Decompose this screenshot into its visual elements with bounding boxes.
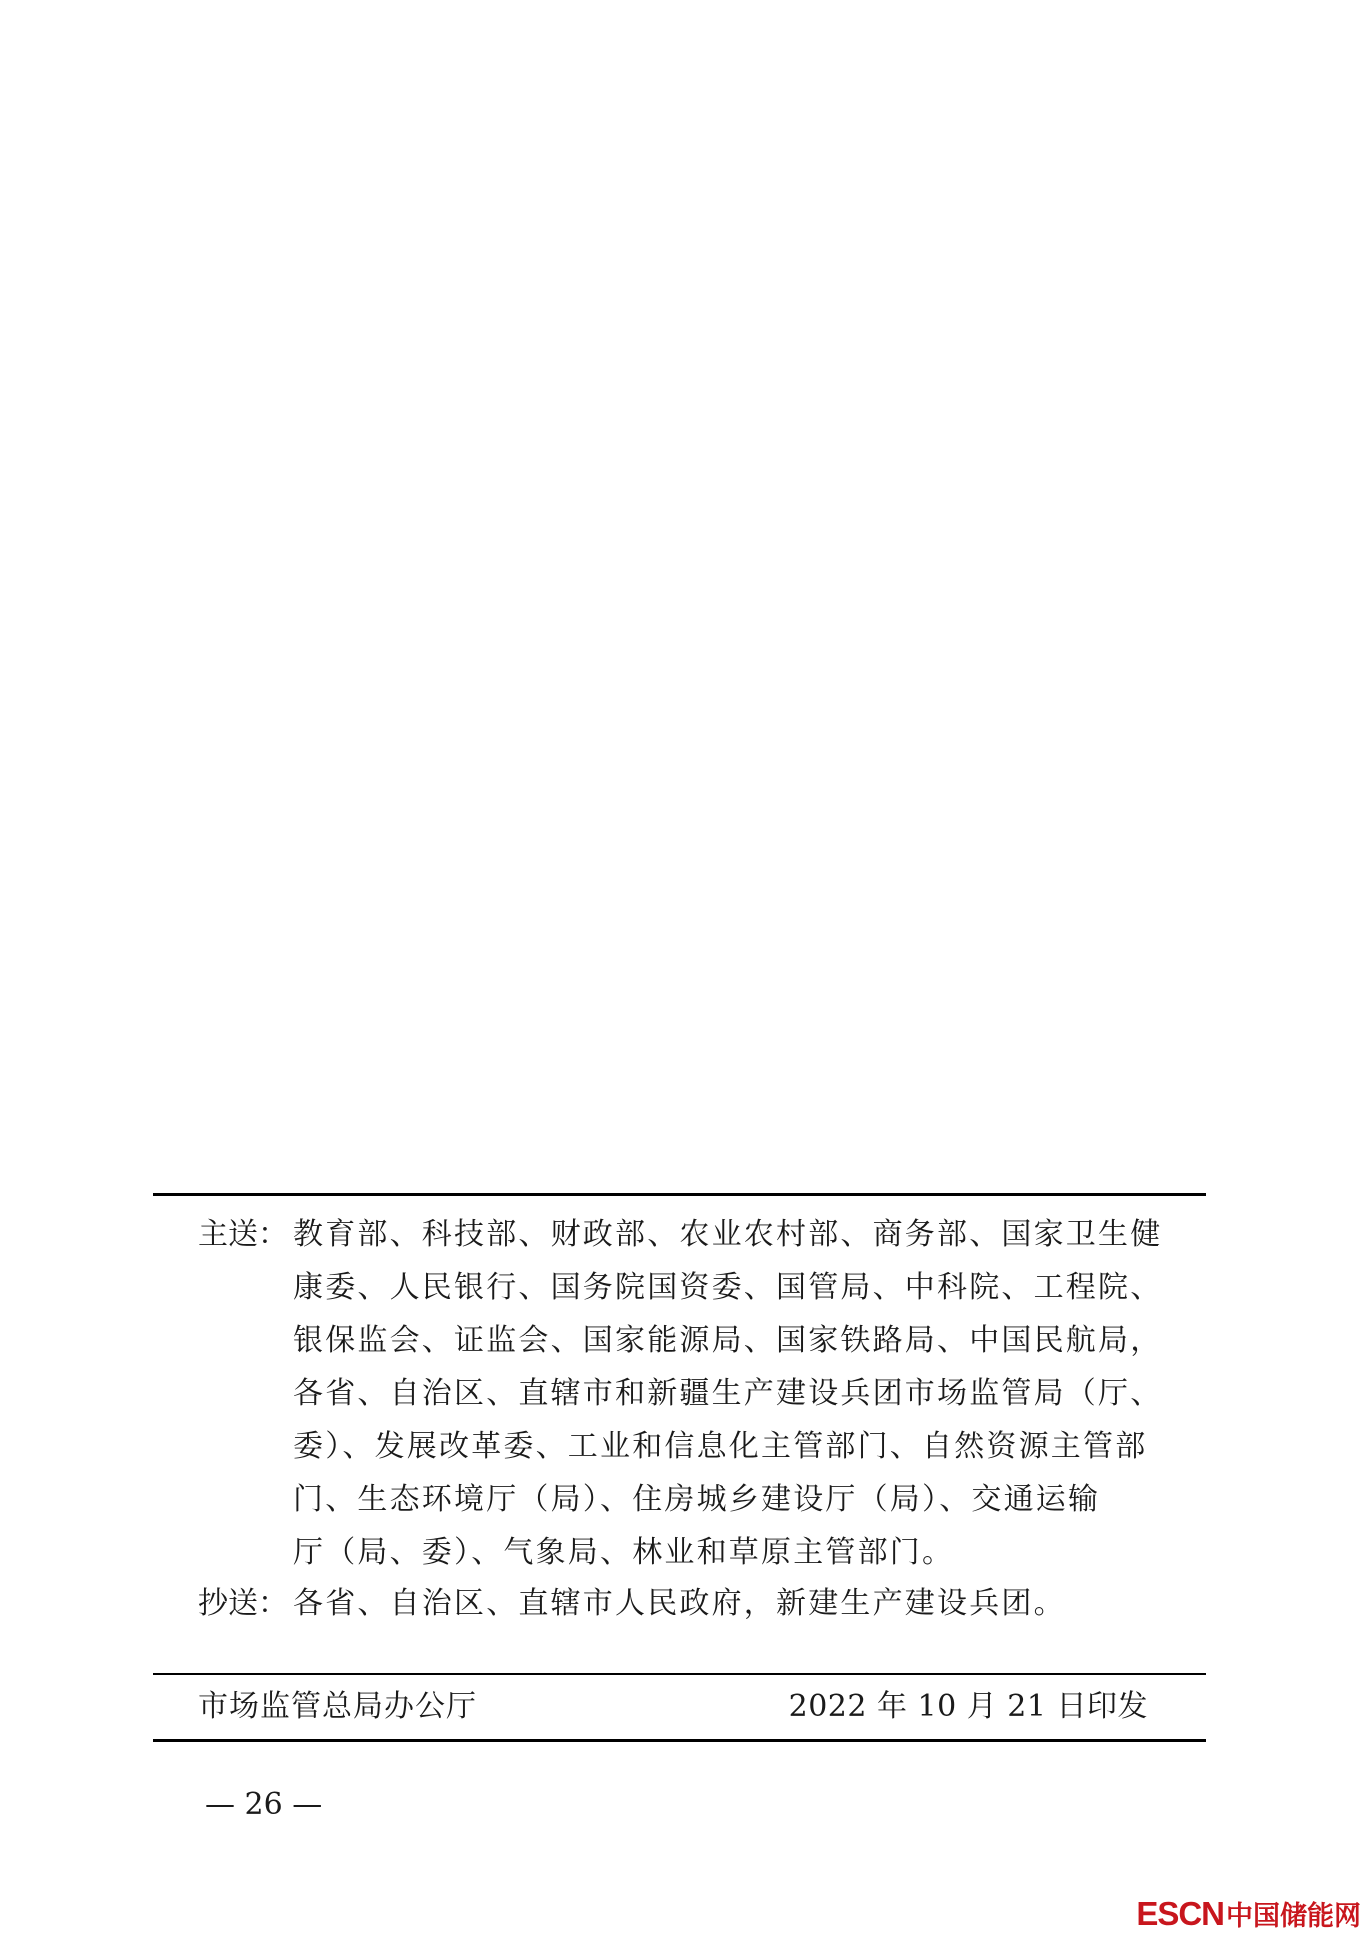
watermark-chinese: 中国储能网 xyxy=(1226,1901,1361,1931)
cc-label: 抄送： xyxy=(198,1586,288,1621)
issuer-name: 市场监管总局办公厅 xyxy=(198,1689,477,1724)
issuer-row xyxy=(198,1682,1148,1732)
main-recipients-line: 银保监会、证监会、国家能源局、国家铁路局、中国民航局， xyxy=(293,1323,1163,1358)
main-recipients-list xyxy=(293,1208,1198,1579)
top-divider xyxy=(153,1193,1206,1196)
watermark-latin: ESCN xyxy=(1136,1895,1224,1932)
page-number: — 26 — xyxy=(205,1787,323,1822)
main-recipients-line: 各省、自治区、直辖市和新疆生产建设兵团市场监管局（厅、 xyxy=(293,1376,1163,1411)
middle-divider xyxy=(153,1673,1206,1675)
main-recipients-line: 门、生态环境厅（局）、住房城乡建设厅（局）、交通运输 xyxy=(293,1482,1101,1517)
issue-date: 2022 年 10 月 21 日印发 xyxy=(788,1689,1148,1724)
main-recipients-line: 康委、人民银行、国务院国资委、国管局、中科院、工程院、 xyxy=(293,1270,1163,1305)
cc-text: 各省、自治区、直辖市人民政府，新建生产建设兵团。 xyxy=(293,1586,1066,1621)
watermark-logo xyxy=(1136,1894,1361,1933)
main-recipients-label: 主送： xyxy=(198,1217,288,1252)
main-recipients-line: 厅（局、委）、气象局、林业和草原主管部门。 xyxy=(293,1535,955,1570)
distribution-block xyxy=(198,1208,1198,1629)
main-recipients-row xyxy=(198,1208,1198,1579)
main-recipients-line: 教育部、科技部、财政部、农业农村部、商务部、国家卫生健 xyxy=(293,1217,1163,1252)
main-recipients-line: 委）、发展改革委、工业和信息化主管部门、自然资源主管部 xyxy=(293,1429,1148,1464)
cc-row xyxy=(198,1579,1198,1629)
cc-list xyxy=(293,1579,1198,1629)
bottom-divider xyxy=(153,1739,1206,1742)
